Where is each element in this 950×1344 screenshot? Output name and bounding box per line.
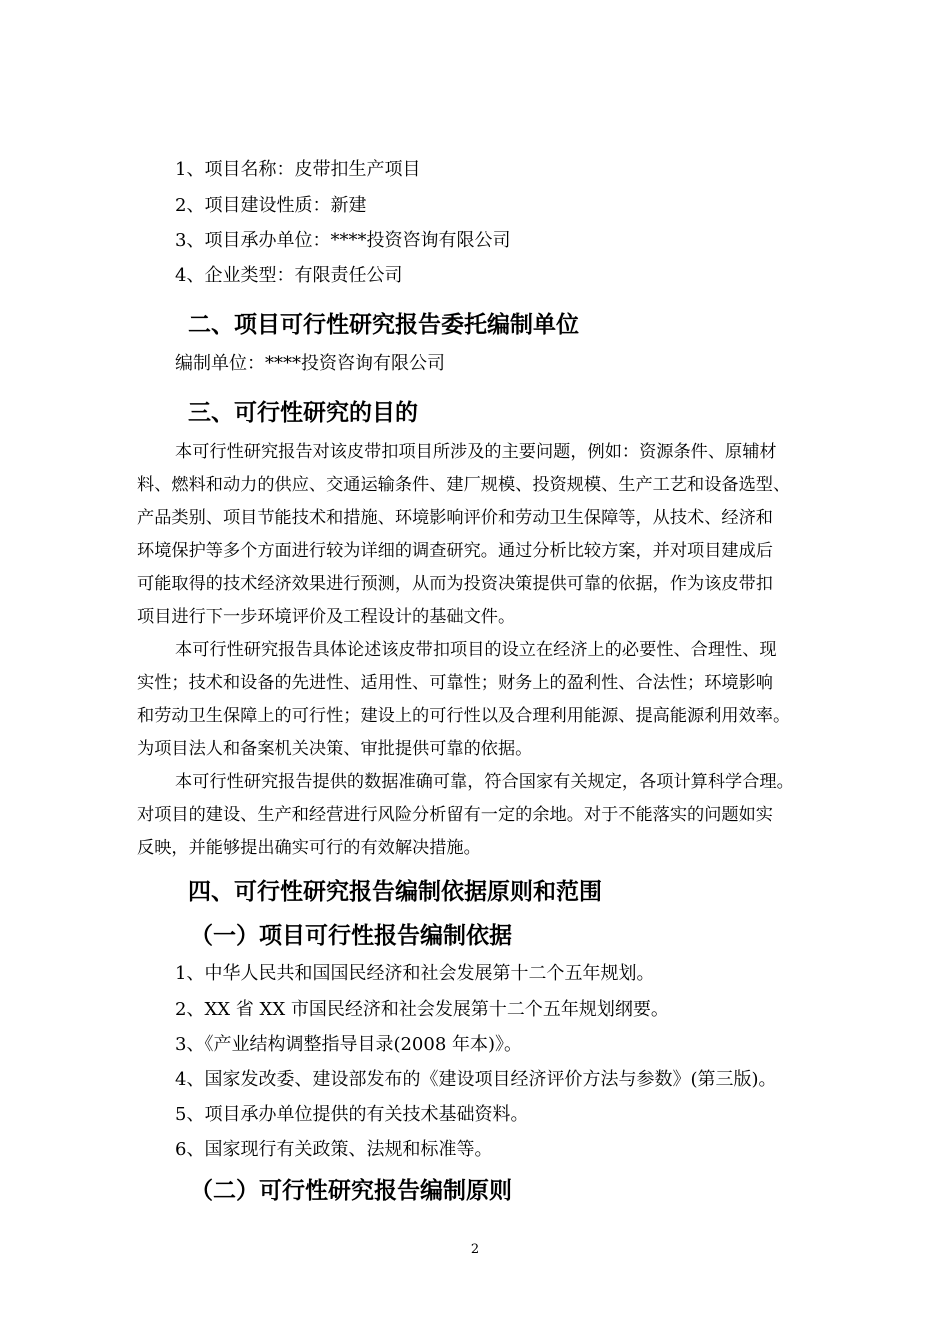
paragraph-line: 实性；技术和设备的先进性、适用性、可靠性；财务上的盈利性、合法性；环境影响 bbox=[137, 673, 773, 693]
project-info-item: 2、项目建设性质：新建 bbox=[175, 195, 367, 216]
paragraph-line: 料、燃料和动力的供应、交通运输条件、建厂规模、投资规模、生产工艺和设备选型、 bbox=[137, 475, 791, 495]
paragraph-line: 本可行性研究报告具体论述该皮带扣项目的设立在经济上的必要性、合理性、现 bbox=[175, 640, 777, 660]
basis-item: 4、国家发改委、建设部发布的《建设项目经济评价方法与参数》(第三版)。 bbox=[175, 1069, 777, 1090]
subsection-heading: （一）项目可行性报告编制依据 bbox=[190, 922, 512, 949]
paragraph-line: 对项目的建设、生产和经营进行风险分析留有一定的余地。对于不能落实的问题如实 bbox=[137, 805, 773, 825]
subsection-heading: （二）可行性研究报告编制原则 bbox=[190, 1177, 512, 1204]
project-info-item: 3、项目承办单位：****投资咨询有限公司 bbox=[175, 230, 511, 251]
project-info-item: 4、企业类型：有限责任公司 bbox=[175, 265, 403, 286]
section-heading: 四、可行性研究报告编制依据原则和范围 bbox=[188, 878, 602, 905]
section-heading: 二、项目可行性研究报告委托编制单位 bbox=[188, 311, 579, 338]
paragraph-line: 和劳动卫生保障上的可行性；建设上的可行性以及合理利用能源、提高能源利用效率。 bbox=[137, 706, 791, 726]
paragraph-line: 项目进行下一步环境评价及工程设计的基础文件。 bbox=[137, 607, 516, 627]
section-text: 编制单位：****投资咨询有限公司 bbox=[175, 353, 445, 374]
basis-item: 2、XX 省 XX 市国民经济和社会发展第十二个五年规划纲要。 bbox=[175, 999, 669, 1020]
project-info-item: 1、项目名称：皮带扣生产项目 bbox=[175, 159, 421, 180]
section-heading: 三、可行性研究的目的 bbox=[188, 399, 418, 426]
page-number: 2 bbox=[470, 1242, 480, 1257]
paragraph-line: 为项目法人和备案机关决策、审批提供可靠的依据。 bbox=[137, 739, 533, 759]
paragraph-line: 可能取得的技术经济效果进行预测，从而为投资决策提供可靠的依据，作为该皮带扣 bbox=[137, 574, 773, 594]
basis-item: 6、国家现行有关政策、法规和标准等。 bbox=[175, 1139, 493, 1160]
basis-item: 3、《产业结构调整指导目录(2008 年本)》。 bbox=[175, 1034, 523, 1055]
basis-item: 5、项目承办单位提供的有关技术基础资料。 bbox=[175, 1104, 529, 1125]
basis-item: 1、中华人民共和国国民经济和社会发展第十二个五年规划。 bbox=[175, 963, 655, 984]
paragraph-line: 本可行性研究报告对该皮带扣项目所涉及的主要问题，例如：资源条件、原辅材 bbox=[175, 442, 777, 462]
paragraph-line: 产品类别、项目节能技术和措施、环境影响评价和劳动卫生保障等，从技术、经济和 bbox=[137, 508, 773, 528]
paragraph-line: 环境保护等多个方面进行较为详细的调查研究。通过分析比较方案，并对项目建成后 bbox=[137, 541, 773, 561]
paragraph-line: 反映，并能够提出确实可行的有效解决措施。 bbox=[137, 838, 481, 858]
paragraph-line: 本可行性研究报告提供的数据准确可靠，符合国家有关规定，各项计算科学合理。 bbox=[175, 772, 794, 792]
